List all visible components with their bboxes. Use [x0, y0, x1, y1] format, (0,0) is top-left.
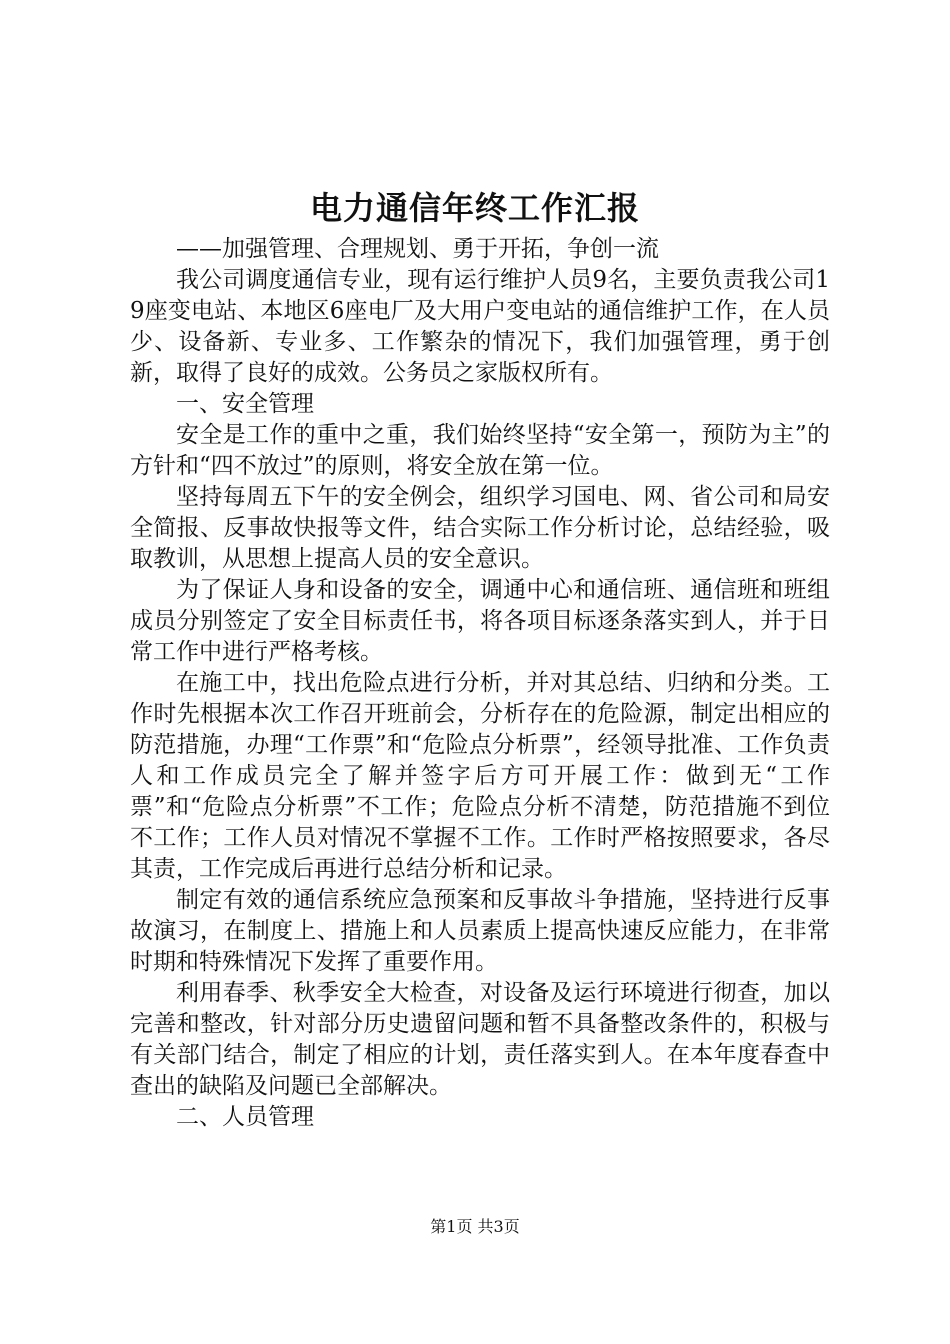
page-footer: 第1页 共3页: [430, 1217, 520, 1236]
safety-paragraph: 为了保证人身和设备的安全，调通中心和通信班、通信班和班组成员分别签定了安全目标责任书，将各项目标逐条落实到人，并于日常工作中进行严格考核。: [130, 577, 830, 665]
document-subtitle: ——加强管理、合理规划、勇于开拓，争创一流: [176, 236, 659, 262]
section-heading-safety: 一、安全管理: [176, 391, 314, 417]
safety-paragraph: 制定有效的通信系统应急预案和反事故斗争措施，坚持进行反事故演习，在制度上、措施上和人员素质上提高快速反应能力，在非常时期和特殊情况下发挥了重要作用。: [130, 887, 830, 975]
safety-paragraph: 在施工中，找出危险点进行分析，并对其总结、归纳和分类。工作时先根据本次工作召开班前会，分析存在的危险源，制定出相应的防范措施，办理“工作票”和“危险点分析票”，经领导批准、工作负责人和工作成员完全了解并签字后方可开展工作：做到无“工作票”和“危险点分析票”不工作；危险点分析不清楚，防范措施不到位不工作；工作人员对情况不掌握不工作。工作时严格按照要求，各尽其责，工作完成后再进行总结分析和记录。: [130, 670, 830, 882]
section-heading-personnel: 二、人员管理: [176, 1104, 314, 1130]
safety-paragraph: 坚持每周五下午的安全例会，组织学习国电、网、省公司和局安全简报、反事故快报等文件，结合实际工作分析讨论，总结经验，吸取教训，从思想上提高人员的安全意识。: [130, 484, 830, 572]
document-body: [130, 234, 830, 1133]
intro-paragraph: 我公司调度通信专业，现有运行维护人员9名，主要负责我公司19座变电站、本地区6座电厂及大用户变电站的通信维护工作，在人员少、设备新、专业多、工作繁杂的情况下，我们加强管理，勇于创新，取得了良好的成效。公务员之家版权所有。: [130, 267, 830, 386]
safety-paragraph: 利用春季、秋季安全大检查，对设备及运行环境进行彻查，加以完善和整改，针对部分历史遗留问题和暂不具备整改条件的，积极与有关部门结合，制定了相应的计划，责任落实到人。在本年度春查中查出的缺陷及问题已全部解决。: [130, 980, 830, 1099]
safety-paragraph: 安全是工作的重中之重，我们始终坚持“安全第一，预防为主”的方针和“四不放过”的原则，将安全放在第一位。: [130, 422, 830, 479]
document-title: 电力通信年终工作汇报: [309, 189, 640, 227]
